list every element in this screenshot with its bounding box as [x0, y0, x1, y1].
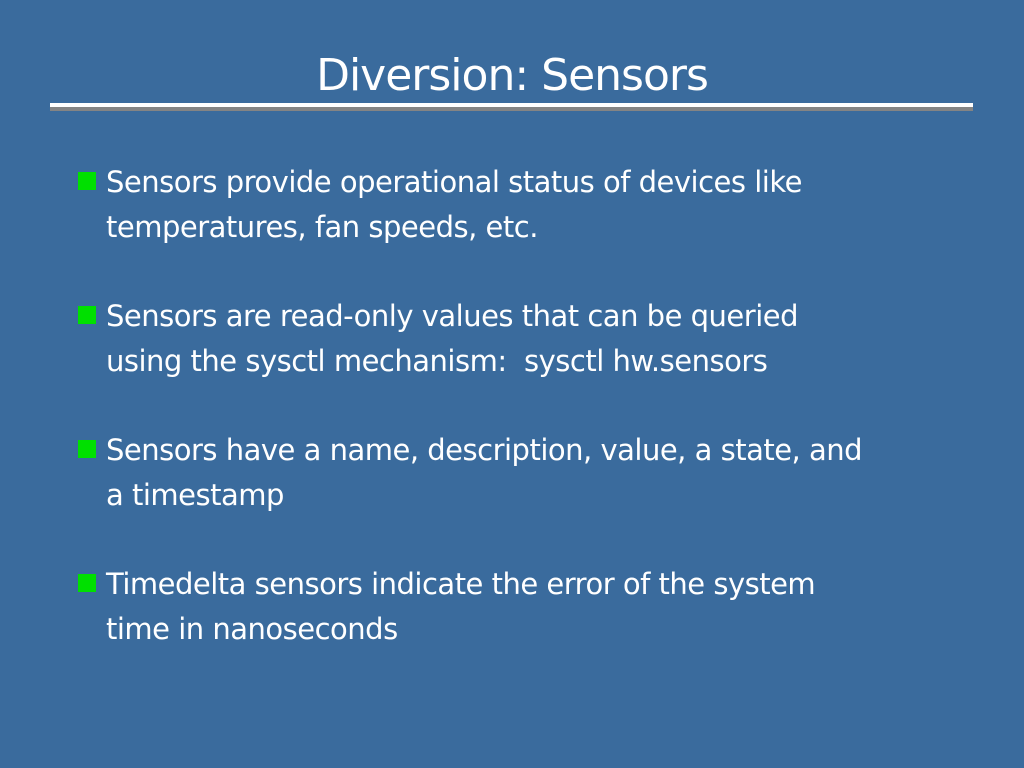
bullet-line: Sensors provide operational status of devices like	[106, 165, 802, 199]
bullet-item	[78, 562, 978, 652]
bullet-text	[106, 428, 862, 518]
bullet-text	[106, 562, 815, 652]
bullet-square-icon	[78, 172, 96, 190]
slide-title: Diversion: Sensors	[316, 50, 708, 101]
bullet-item	[78, 160, 978, 250]
bullet-square-icon	[78, 306, 96, 324]
bullet-item	[78, 294, 978, 384]
bullet-line: using the sysctl mechanism: sysctl hw.sensors	[106, 344, 768, 378]
bullet-line: a timestamp	[106, 478, 284, 512]
bullet-text	[106, 160, 802, 250]
bullet-square-icon	[78, 574, 96, 592]
bullet-line: temperatures, fan speeds, etc.	[106, 210, 538, 244]
bullet-text	[106, 294, 798, 384]
bullet-square-icon	[78, 440, 96, 458]
bullet-list	[78, 160, 978, 696]
title-underline	[50, 103, 973, 111]
bullet-line: Timedelta sensors indicate the error of the system	[106, 567, 816, 601]
bullet-line: Sensors have a name, description, value, a state, and	[106, 433, 863, 467]
bullet-line: Sensors are read-only values that can be queried	[106, 299, 799, 333]
bullet-item	[78, 428, 978, 518]
bullet-line: time in nanoseconds	[106, 612, 398, 646]
